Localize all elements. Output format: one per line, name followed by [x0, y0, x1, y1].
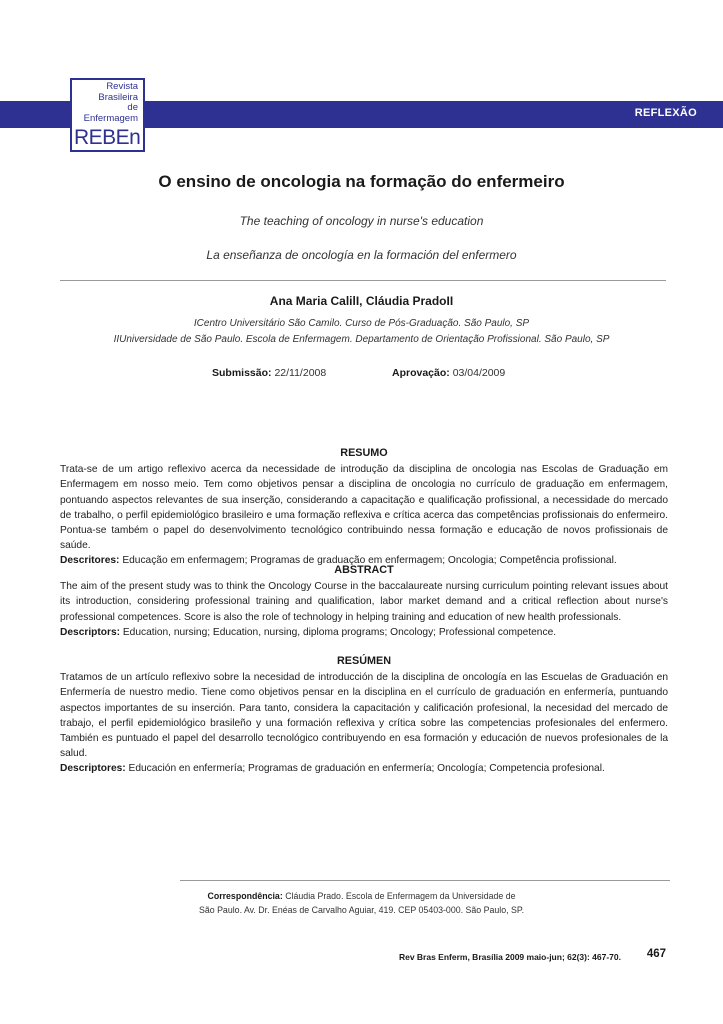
- correspondence-line-1: [0, 889, 723, 903]
- resumo-heading: RESUMO: [340, 447, 388, 459]
- approval-date: 03/04/2009: [452, 367, 506, 379]
- abstract-heading: ABSTRACT: [334, 564, 394, 576]
- correspondence-line-2: São Paulo. Av. Dr. Enéas de Carvalho Aguiar, 419. CEP 05403-000. São Paulo, SP.: [198, 905, 525, 915]
- submission-label: Submissão:: [212, 367, 272, 379]
- abstract-keywords-label: Descriptors:: [60, 626, 121, 638]
- resumo-section: [60, 446, 668, 569]
- article-title-en: The teaching of oncology in nurse's education: [239, 214, 484, 228]
- affiliation-1: ICentro Universitário São Camilo. Curso de Pós-Graduação. São Paulo, SP: [193, 318, 530, 329]
- journal-citation: Rev Bras Enferm, Brasília 2009 maio-jun; 62(3): 467-70.: [398, 952, 621, 962]
- resumen-keywords: [60, 761, 668, 776]
- article-title-es: La enseñanza de oncología en la formación del enfermero: [206, 248, 517, 262]
- logo-wordmark: REBEn: [74, 126, 141, 149]
- correspondence: [0, 889, 723, 917]
- approval: [392, 367, 505, 379]
- page-number: 467: [646, 948, 666, 960]
- resumo-keywords-label: Descritores:: [60, 555, 120, 567]
- submission: [212, 367, 326, 379]
- resumen-section: [60, 654, 668, 777]
- correspondence-text-1: Cláudia Prado. Escola de Enfermagem da Universidade de: [285, 891, 516, 901]
- resumen-keywords-text: Educación en enfermería; Programas de graduación en enfermería; Oncología; Competencia profesional.: [128, 763, 605, 775]
- affiliation-2: IIUniversidade de São Paulo. Escola de Enfermagem. Departamento de Orientação Profissional. São Paulo, SP: [113, 334, 610, 345]
- resumen-keywords-label: Descriptores:: [60, 763, 126, 775]
- divider-top: [60, 280, 666, 281]
- logo-line-3: de Enfermagem: [83, 102, 138, 124]
- abstract-keywords-text: Education, nursing; Education, nursing, diploma programs; Oncology; Professional competence.: [122, 626, 557, 638]
- resumo-text: Trata-se de um artigo reflexivo acerca da necessidade de introdução da disciplina de oncologia nas Escolas de Graduação em Enfermagem em nosso meio. Tem como objetivos pensar a disciplina de oncologia no currículo de graduação em enfermagem, pontuando aspectos relevantes de sua inserção, considerando a capacitação e qualificação profissional, a necessidade do mercado de trabalho, o perfil epidemiológico brasileiro e uma formação reflexiva e crítica acerca das competências profissionais do enfermeiro. Pontua-se também o papel do desenvolvimento tecnológico contribuindo nessa formação e educação de novos profissionais de saúde.: [60, 464, 668, 552]
- resumo-keywords-text: Educação em enfermagem; Programas de graduação em enfermagem; Oncologia; Competência profissional.: [122, 555, 617, 567]
- approval-label: Aprovação:: [392, 367, 450, 379]
- logo-line-2: Brasileira: [98, 91, 138, 103]
- abstract-text: The aim of the present study was to think the Oncology Course in the baccalaureate nursing curriculum pointing relevant issues about its introduction, considering professional training and qualification, labor market demand and a critical reflection about nurse's professional competences. Score is also the role of technology in helping training and education of new health professionals.: [60, 581, 668, 623]
- submission-date: 22/11/2008: [274, 367, 327, 379]
- divider-footer: [180, 880, 670, 881]
- correspondence-label: Correspondência:: [207, 891, 283, 901]
- resumen-text: Tratamos de un artículo reflexivo sobre la necesidad de introducción de la disciplina de oncología en las Escuelas de Graduación en Enfermería de nuestro medio. Tiene como objetivos pensar en la disciplina en el currículo de graduación en enfermería, puntuando aspectos importantes de su inserción. Para tanto, considera la capacitación y calificación profesional, la necesidad del mercado de trabajo, el perfil epidemiológico brasileño y una formación reflexiva y crítica sobre las competencias profesionales del enfermero. También es puntuado el papel del desarrollo tecnológico contribuyendo en esa formación y educación de nuevos profesionales de la salud.: [60, 672, 668, 760]
- article-title: O ensino de oncologia na formação do enfermeiro: [158, 172, 565, 191]
- logo-line-1: Revista: [106, 81, 138, 92]
- section-label: REFLEXÃO: [634, 107, 697, 119]
- journal-logo: [70, 78, 145, 152]
- resumen-heading: RESÚMEN: [337, 655, 391, 667]
- abstract-keywords: [60, 625, 668, 640]
- authors: Ana Maria CalilI, Cláudia PradoII: [269, 294, 454, 308]
- abstract-section: [60, 563, 668, 640]
